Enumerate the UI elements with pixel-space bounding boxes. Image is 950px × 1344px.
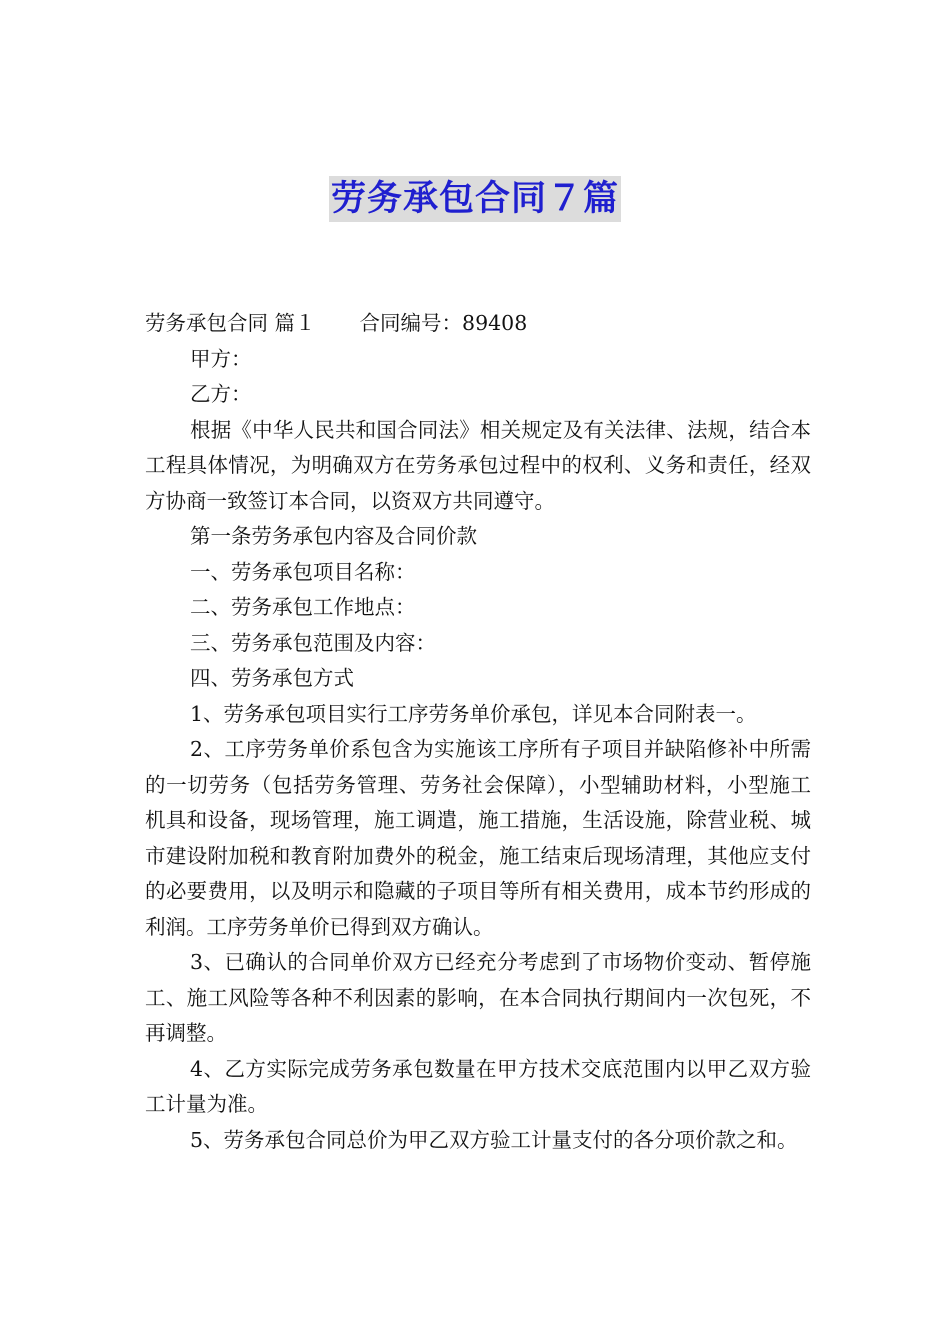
section-heading: 劳务承包合同 篇１ xyxy=(145,311,316,335)
contract-number: 89408 xyxy=(462,311,528,335)
document-title: 劳务承包合同７篇 xyxy=(329,176,621,222)
paragraph-clause-5: 5、劳务承包合同总价为甲乙双方验工计量支付的各分项价款之和。 xyxy=(190,1127,798,1152)
header-line xyxy=(145,306,811,342)
paragraph-clause-1: 1、劳务承包项目实行工序劳务单价承包，详见本合同附表一。 xyxy=(190,701,757,726)
paragraph-item-3: 三、劳务承包范围及内容： xyxy=(190,630,436,655)
party-b-line: 乙方： xyxy=(190,382,252,406)
paragraph-clause-2: 2、工序劳务单价系包含为实施该工序所有子项目并缺陷修补中所需的一切劳务（包括劳务管理、劳务社会保障），小型辅助材料，小型施工机具和设备，现场管理，施工调遣，施工措施，生活设施，除营业税、城市建设附加税和教育附加费外的税金，施工结束后现场清理，其他应支付的必要费用，以及明示和隐藏的子项目等所有相关费用，成本节约形成的利润。工序劳务单价已得到双方确认。 xyxy=(145,737,811,939)
paragraph-item-4: 四、劳务承包方式 xyxy=(190,666,354,690)
paragraph-preamble: 根据《中华人民共和国合同法》相关规定及有关法律、法规，结合本工程具体情况，为明确双方在劳务承包过程中的权利、义务和责任，经双方协商一致签订本合同，以资双方共同遵守。 xyxy=(145,417,811,513)
paragraph-clause-3: 3、已确认的合同单价双方已经充分考虑到了市场物价变动、暂停施工、施工风险等各种不利因素的影响，在本合同执行期间内一次包死，不再调整。 xyxy=(145,950,811,1045)
contract-number-label: 合同编号： xyxy=(359,311,463,335)
paragraph-item-1: 一、劳务承包项目名称： xyxy=(190,559,416,584)
paragraph-article-1-heading: 第一条劳务承包内容及合同价款 xyxy=(190,524,477,548)
title-container xyxy=(0,176,950,222)
paragraph-clause-4: 4、乙方实际完成劳务承包数量在甲方技术交底范围内以甲乙双方验工计量为准。 xyxy=(145,1056,811,1116)
party-a-line: 甲方： xyxy=(190,346,252,371)
paragraph-item-2: 二、劳务承包工作地点： xyxy=(190,595,416,619)
document-body xyxy=(145,306,811,1158)
